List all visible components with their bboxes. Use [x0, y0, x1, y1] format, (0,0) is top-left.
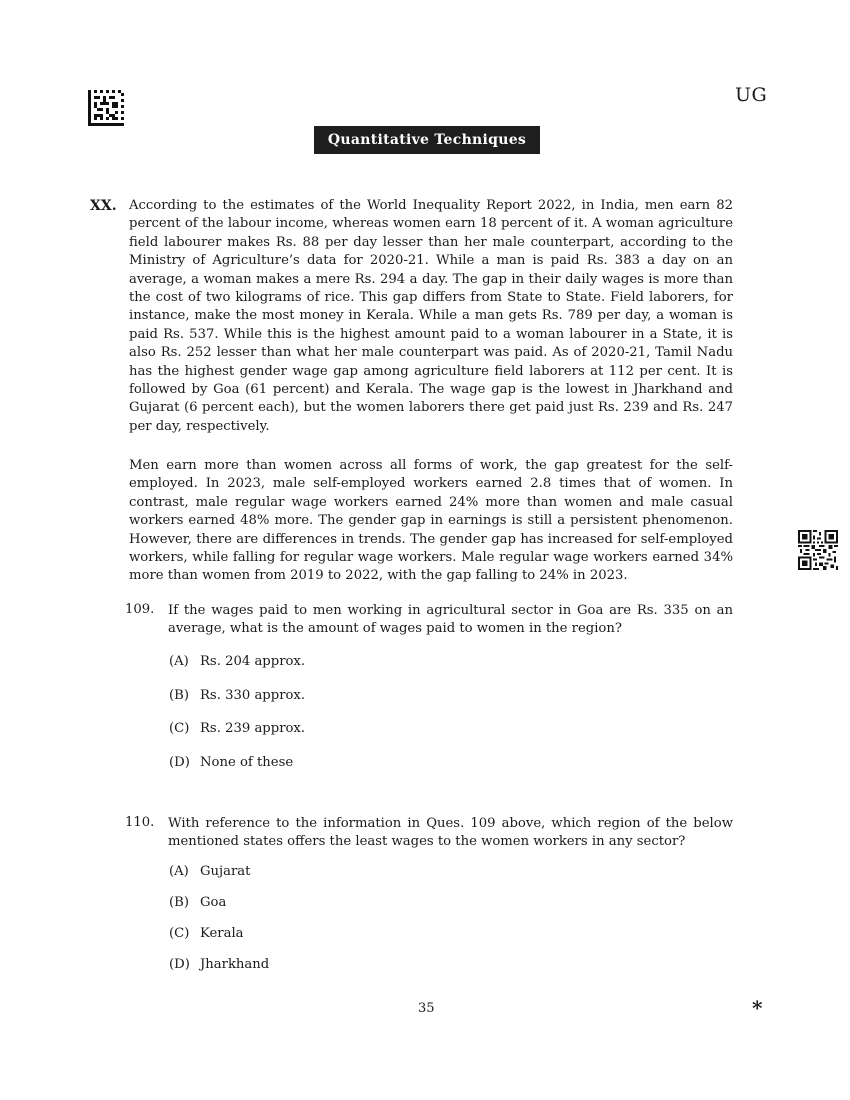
option-text: Rs. 239 approx.	[200, 721, 306, 736]
passage-paragraph-2: Men earn more than women across all forms of work, the gap greatest for the self-employed. In 2023, male self-employed workers earned 2.8 times that of women. In contrast, male regular wage workers earned 24% more than women and male casual workers earned 48% more. The gender gap in earnings is still a persistent phenomenon. However, there are differences in trends. The gender gap has increased for self-employed workers, while falling for regular wage workers. Male regular wage workers earned 34% more than women from 2019 to 2022, with the gap falling to 24% in 2023.	[129, 458, 733, 584]
question-109-option-a[interactable]	[169, 654, 305, 669]
option-text: Kerala	[200, 926, 244, 941]
question-110-option-b[interactable]	[169, 895, 226, 910]
option-text: Goa	[200, 895, 227, 910]
question-110-text: With reference to the information in Ques. 109 above, which region of the below mentioned states offers the least wages to the women workers in any sector?	[168, 816, 733, 850]
option-label: (C)	[169, 926, 190, 941]
option-text: None of these	[200, 755, 294, 770]
question-110-option-d[interactable]	[169, 957, 269, 972]
option-label: (D)	[169, 755, 190, 770]
question-109-option-c[interactable]	[169, 721, 305, 736]
question-110-option-a[interactable]	[169, 864, 250, 879]
option-label: (A)	[169, 654, 189, 669]
passage-label: XX.	[90, 198, 117, 214]
paper-code-label: UG	[735, 84, 768, 106]
asterisk-mark: *	[752, 996, 763, 1020]
question-109-text: If the wages paid to men working in agricultural sector in Goa are Rs. 335 on an average, what is the amount of wages paid to women in the region?	[168, 603, 733, 637]
option-label: (A)	[169, 864, 189, 879]
datamatrix-code	[88, 90, 124, 126]
option-label: (D)	[169, 957, 190, 972]
question-109-number: 109.	[125, 602, 155, 617]
question-109-option-b[interactable]	[169, 688, 305, 703]
option-label: (B)	[169, 895, 189, 910]
option-text: Gujarat	[200, 864, 251, 879]
page-number: 35	[418, 1001, 435, 1016]
section-title: Quantitative Techniques	[314, 126, 540, 154]
question-109-option-d[interactable]	[169, 755, 293, 770]
question-110-option-c[interactable]	[169, 926, 244, 941]
option-text: Jharkhand	[200, 957, 270, 972]
option-label: (C)	[169, 721, 190, 736]
option-text: Rs. 330 approx.	[200, 688, 306, 703]
passage-paragraph-1: According to the estimates of the World Inequality Report 2022, in India, men earn 82 percent of the labour income, whereas women earn 18 percent of it. A woman agriculture field labourer makes Rs. 88 per day lesser than her male counterpart, according to the Ministry of Agriculture’s data for 2020-21. While a man is paid Rs. 383 a day on an average, a woman makes a mere Rs. 294 a day. The gap in their daily wages is more than the cost of two kilograms of rice. This gap differs from State to State. Field laborers, for instance, make the most money in Kerala. While a man gets Rs. 789 per day, a woman is paid Rs. 537. While this is the highest amount paid to a woman labourer in a State, it is also Rs. 252 lesser than what her male counterpart was paid. As of 2020-21, Tamil Nadu has the highest gender wage gap among agriculture field laborers at 112 per cent. It is followed by Goa (61 percent) and Kerala. The wage gap is the lowest in Jharkhand and Gujarat (6 percent each), but the women laborers there get paid just Rs. 239 and Rs. 247 per day, respectively.	[129, 198, 733, 434]
option-text: Rs. 204 approx.	[200, 654, 306, 669]
question-110-number: 110.	[125, 815, 155, 830]
option-label: (B)	[169, 688, 189, 703]
qr-code	[798, 530, 838, 570]
